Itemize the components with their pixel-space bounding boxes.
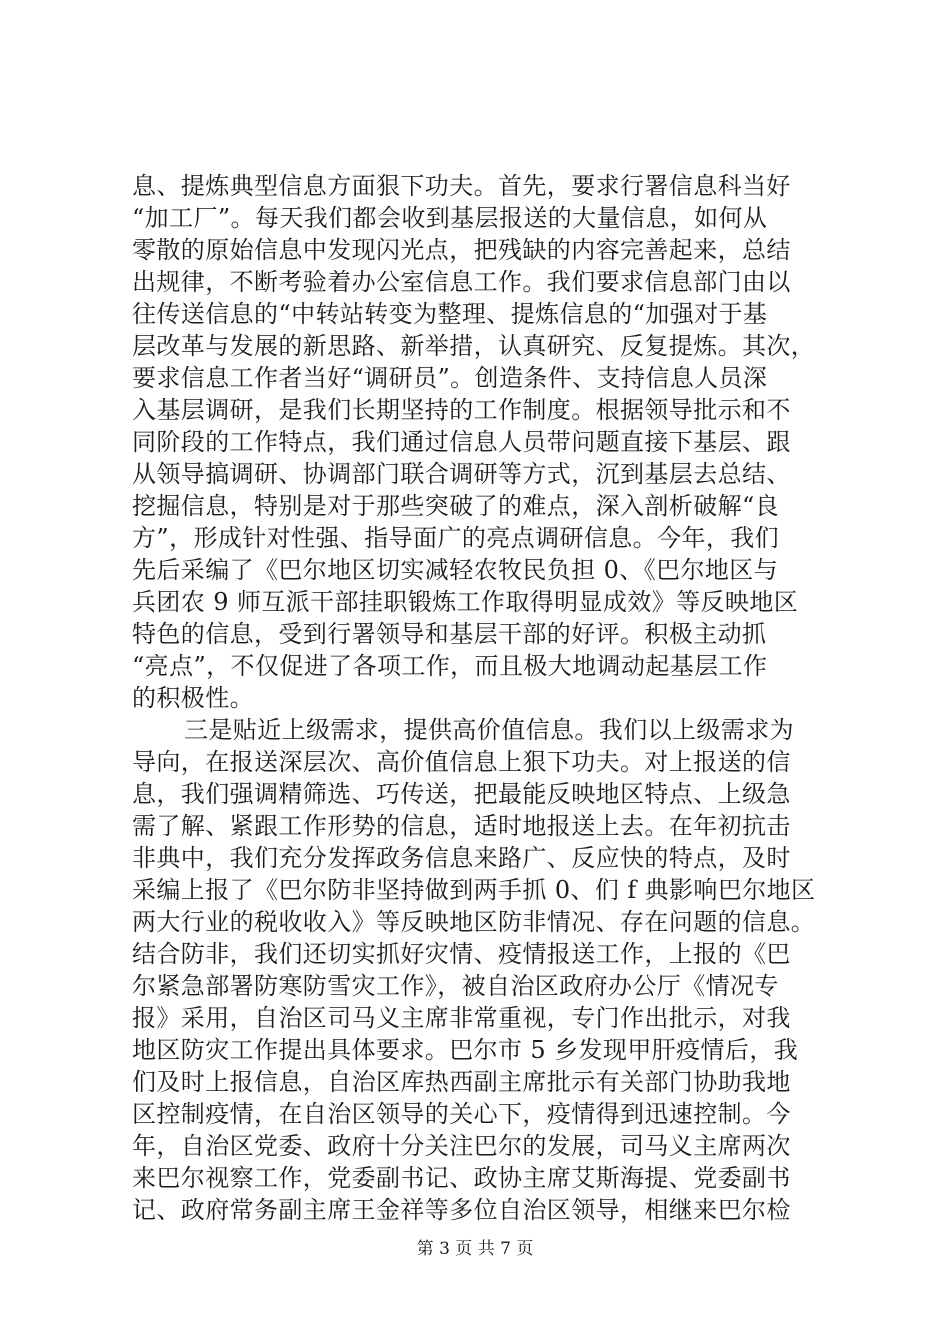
text-line: 从领导搞调研、协调部门联合调研等方式，沉到基层去总结、 bbox=[132, 460, 791, 488]
text-line: 兵团农 9 师互派干部挂职锻炼工作取得明显成效》等反映地区 bbox=[132, 588, 799, 616]
text-line: 记、政府常务副主席王金祥等多位自治区领导，相继来巴尔检 bbox=[132, 1196, 791, 1224]
text-line: 零散的原始信息中发现闪光点，把残缺的内容完善起来，总结 bbox=[132, 236, 791, 264]
text-line: 的积极性。 bbox=[132, 684, 254, 712]
text-line: 区控制疫情，在自治区领导的关心下，疫情得到迅速控制。今 bbox=[132, 1100, 791, 1128]
text-line: 结合防非，我们还切实抓好灾情、疫情报送工作，上报的《巴 bbox=[132, 940, 791, 968]
text-line: 来巴尔视察工作，党委副书记、政协主席艾斯海提、党委副书 bbox=[132, 1164, 791, 1192]
paragraph-start-line: 三是贴近上级需求，提供高价值信息。我们以上级需求为 bbox=[184, 716, 794, 744]
page-number-footer: 第 3 页 共 7 页 bbox=[416, 1239, 534, 1259]
text-line: 尔紧急部署防寒防雪灾工作》，被自治区政府办公厅《情况专 bbox=[132, 972, 779, 1000]
text-line: 两大行业的税收收入》等反映地区防非情况、存在问题的信息。 bbox=[132, 908, 816, 936]
text-line: 息、提炼典型信息方面狠下功夫。首先，要求行署信息科当好 bbox=[132, 172, 791, 200]
text-line: 方”，形成针对性强、指导面广的亮点调研信息。今年，我们 bbox=[132, 524, 780, 552]
text-line: 地区防灾工作提出具体要求。巴尔市 5 乡发现甲肝疫情后，我 bbox=[132, 1036, 799, 1064]
text-line: 特色的信息，受到行署领导和基层干部的好评。积极主动抓 bbox=[132, 620, 767, 648]
text-line: “加工厂”。每天我们都会收到基层报送的大量信息，如何从 bbox=[132, 204, 768, 232]
text-line: 需了解、紧跟工作形势的信息，适时地报送上去。在年初抗击 bbox=[132, 812, 791, 840]
text-line: 年，自治区党委、政府十分关注巴尔的发展，司马义主席两次 bbox=[132, 1132, 791, 1160]
text-line: 同阶段的工作特点，我们通过信息人员带问题直接下基层、跟 bbox=[132, 428, 791, 456]
text-line: 往传送信息的“中转站转变为整理、提炼信息的“加强对于基 bbox=[132, 300, 768, 328]
text-line: 挖掘信息，特别是对于那些突破了的难点，深入剖析破解“良 bbox=[132, 492, 780, 520]
text-line: 报》采用，自治区司马义主席非常重视，专门作出批示，对我 bbox=[132, 1004, 791, 1032]
text-line: 层改革与发展的新思路、新举措，认真研究、反复提炼。其次， bbox=[132, 332, 816, 360]
text-line: 入基层调研，是我们长期坚持的工作制度。根据领导批示和不 bbox=[132, 396, 791, 424]
text-line: 们及时上报信息，自治区库热西副主席批示有关部门协助我地 bbox=[132, 1068, 791, 1096]
body-text bbox=[132, 170, 832, 1226]
text-line: 出规律，不断考验着办公室信息工作。我们要求信息部门由以 bbox=[132, 268, 791, 296]
text-line: 先后采编了《巴尔地区切实减轻农牧民负担 0、《巴尔地区与 bbox=[132, 556, 779, 584]
text-line: 息，我们强调精筛选、巧传送，把最能反映地区特点、上级急 bbox=[132, 780, 791, 808]
text-line: 采编上报了《巴尔防非坚持做到两手抓 0、们 f 典影响巴尔地区 bbox=[132, 876, 816, 904]
text-line: 非典中，我们充分发挥政务信息来路广、反应快的特点，及时 bbox=[132, 844, 791, 872]
text-line: “亮点”，不仅促进了各项工作，而且极大地调动起基层工作 bbox=[132, 652, 768, 680]
text-line: 要求信息工作者当好“调研员”。创造条件、支持信息人员深 bbox=[132, 364, 768, 392]
text-line: 导向，在报送深层次、高价值信息上狠下功夫。对上报送的信 bbox=[132, 748, 791, 776]
